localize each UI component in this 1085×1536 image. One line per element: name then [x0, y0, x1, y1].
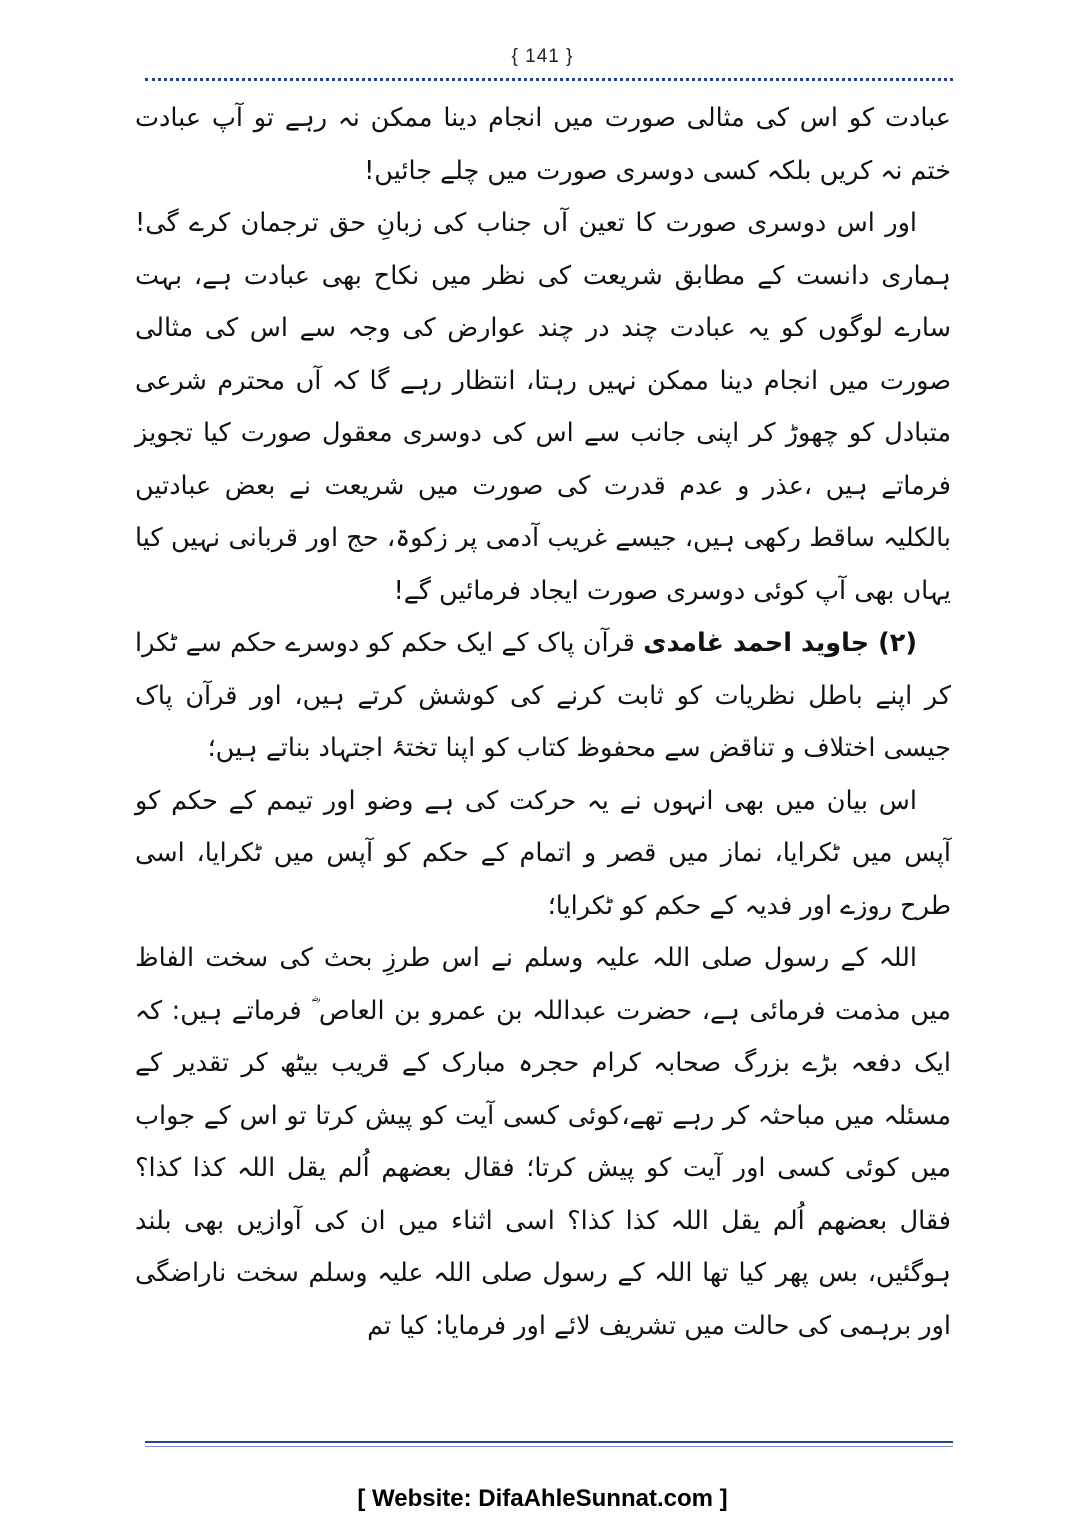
- point-2-text: قرآن پاک کے ایک حکم کو دوسرے حکم سے ٹکرا کر اپنے باطل: [135, 628, 952, 711]
- paragraph-1: عبادت کو اس کی مثالی صورت میں انجام دینا ممکن نہ رہے تو آپ عبادت ختم نہ کریں بلکہ کسی دوسری صورت میں چلے جائیں!: [135, 103, 951, 186]
- page-body: [135, 92, 951, 1352]
- paragraph-3-continued: نظریات کو ثابت کرنے کی کوشش کرتے ہیں، اور قرآن پاک جیسی اختلاف و تناقض سے محفوظ کتاب کو اپنا تختۂ اجتہاد بناتے ہیں؛: [135, 680, 951, 763]
- footer-divider-secondary: [145, 1446, 953, 1447]
- footer-divider: [145, 1441, 953, 1443]
- header-dotted-divider: [145, 78, 953, 81]
- paragraph-2: اور اس دوسری صورت کا تعین آں جناب کی زبانِ حق ترجمان کرے گی! ہماری دانست کے مطابق شریعت کی نظر میں نکاح بھی عبادت ہے، بہت سارے لوگوں کو یہ عبادت چند در چند عوارض کی وجہ سے اس کی مثالی صورت میں انجام دینا ممکن نہیں رہتا، انتظار رہے گا کہ آں محترم شرعی متبادل کو چھوڑ کر اپنی جانب سے اس کی دوسری معقول صورت کیا تجویز فرماتے ہیں ،عذر و عدم قدرت کی صورت میں شریعت نے بعض عبادتیں بالکلیہ ساقط رکھی ہیں، جیسے غریب آدمی پر زکوۃ، حج اور قربانی نہیں کیا یہاں بھی آپ کوئی دوسری صورت ایجاد فرمائیں گے!: [135, 208, 951, 606]
- paragraph-4: اس بیان میں بھی انہوں نے یہ حرکت کی ہے وضو اور تیمم کے حکم کو آپس میں ٹکرایا، نماز میں قصر و اتمام کے حکم کو آپس میں ٹکرایا، اسی طرح روزے اور فدیہ کے حکم کو ٹکرایا؛: [135, 785, 951, 921]
- website-footer: [ Website: DifaAhleSunnat.com ]: [357, 1485, 728, 1512]
- point-2-heading: (۲) جاوید احمد غامدی: [643, 628, 917, 658]
- page-number: { 141 }: [511, 46, 574, 67]
- paragraph-5: اللہ کے رسول صلی اللہ علیہ وسلم نے اس طرزِ بحث کی سخت الفاظ میں مذمت فرمائی ہے، حضرت عبداللہ بن عمرو بن العاص ؓ فرماتے ہیں: کہ ایک دفعہ بڑے بزرگ صحابہ کرام حجرہ مبارک کے قریب بیٹھ کر تقدیر کے مسئلہ میں مباحثہ کر رہے تھے،کوئی کسی آیت کو پیش کرتا تو اس کے جواب میں کوئی کسی اور آیت کو پیش کرتا؛ فقال بعضھم اُلم یقل اللہ کذا کذا؟ فقال بعضھم اُلم یقل اللہ کذا کذا؟ اسی اثناء میں ان کی آوازیں بھی بلند ہوگئیں، بس پھر کیا تھا اللہ کے رسول صلی اللہ علیہ وسلم سخت ناراضگی اور برہمی کی حالت میں تشریف لائے اور فرمایا: کیا تم: [135, 943, 951, 1341]
- paragraph-3: [135, 617, 951, 775]
